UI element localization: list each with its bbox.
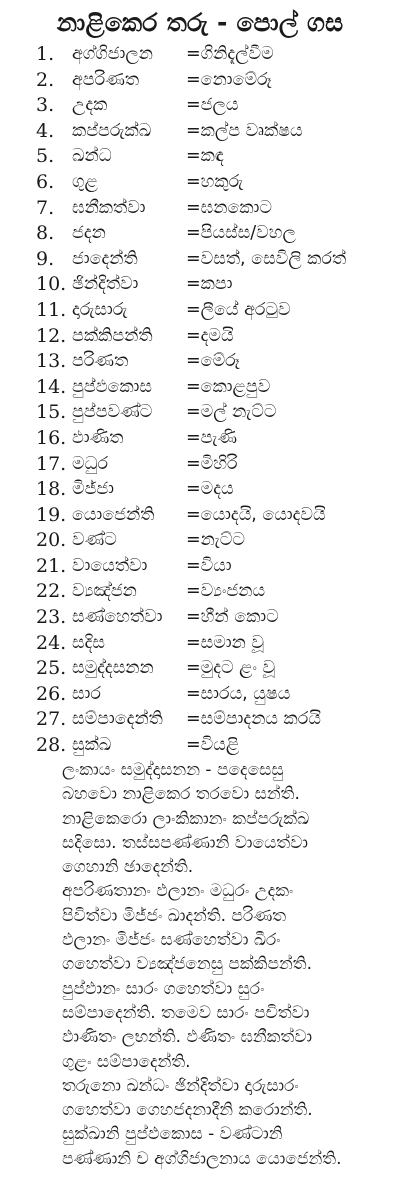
pali-word: අපරිණත — [72, 69, 140, 90]
sinhala-meaning: =කපා — [186, 274, 233, 295]
vocabulary-number: 11. — [36, 298, 67, 321]
passage-line: අපරිණතානං ඵලානං මධුරං උදකං — [62, 881, 294, 902]
sinhala-meaning: =ඝනකොට — [186, 197, 272, 218]
vocabulary-item — [0, 707, 400, 733]
sinhala-meaning: =වියළි — [186, 735, 240, 756]
passage-line: පුප්ඵානං සාරං ගහෙත්වා සුරං — [62, 978, 265, 999]
passage-line: ඵලානං මිජ්ජං සණ්හෙත්වා ඛීරං — [62, 930, 281, 951]
vocabulary-item — [0, 605, 400, 631]
sinhala-meaning: =දමයි — [186, 325, 234, 346]
vocabulary-number: 13. — [36, 350, 67, 373]
passage-line: ගහෙත්වා ව්‍යඤ්ජනෙසු පක්කිපන්ති. — [62, 954, 312, 975]
vocabulary-item — [0, 452, 400, 478]
vocabulary-item — [0, 400, 400, 426]
pali-word: ව්‍යඤ්ජන — [72, 581, 137, 602]
sinhala-meaning: =නැට්ට — [186, 530, 245, 551]
passage-line: ලංකායං සමුද්දාසනන - පදෙසෙසු — [62, 760, 284, 780]
vocabulary-number: 26. — [36, 682, 67, 705]
passage-line: සුක්ඛානි පුප්ඵකොස - වණ්ටානි — [62, 1124, 283, 1145]
pali-word: දාරුසාරු — [72, 299, 128, 320]
pali-word: යොජෙන්ති — [72, 504, 155, 525]
vocabulary-item — [0, 477, 400, 503]
passage-line: ගුළං සම්පාදෙන්ති. — [62, 1051, 191, 1072]
passage-line: බහවො නාළිකෙර තරවො සන්ති. — [62, 784, 300, 805]
pali-word: උදක — [72, 95, 108, 116]
pali-word: සණ්හෙත්වා — [72, 607, 163, 628]
vocabulary-list — [0, 42, 400, 759]
sinhala-meaning: =ගිනිදැල්වීම — [186, 44, 274, 64]
sinhala-meaning: =හීන් කොට — [186, 607, 279, 628]
sinhala-meaning: =සමාන වූ — [186, 632, 264, 653]
pali-word: සාර — [72, 683, 101, 704]
pali-word: මිජ්ජා — [72, 479, 115, 500]
passage-line: නාළිකෙරො ලාංකිකානං කප්පරුක්ඛ — [62, 808, 310, 829]
vocabulary-number: 24. — [36, 631, 67, 654]
sinhala-meaning: =වසත්, සෙවිලි කරත් — [186, 248, 347, 269]
pali-word: සමුද්දසනන — [72, 658, 154, 679]
vocabulary-number: 6. — [36, 170, 55, 193]
vocabulary-item — [0, 528, 400, 554]
sinhala-meaning: =ලීයේ අරටුව — [186, 299, 291, 320]
passage-line: පණ්ණානි ච අග්ගිජාලනාය යොජෙන්ති. — [62, 1148, 342, 1169]
pali-word: ඝනීකත්වා — [72, 197, 146, 218]
vocabulary-item — [0, 375, 400, 401]
pali-word: මධුර — [72, 453, 109, 474]
vocabulary-item — [0, 631, 400, 657]
pali-word: වණ්ට — [72, 530, 117, 551]
vocabulary-number: 14. — [36, 375, 67, 398]
vocabulary-item — [0, 196, 400, 222]
sinhala-meaning: =ව්‍යංජනය — [186, 581, 266, 602]
vocabulary-item — [0, 221, 400, 247]
vocabulary-number: 4. — [36, 119, 55, 142]
sinhala-meaning: =ජලය — [186, 95, 239, 116]
vocabulary-number: 19. — [36, 503, 67, 526]
sinhala-meaning: =කල්ප වෘක්ෂය — [186, 120, 303, 141]
sinhala-meaning: =කොළපුව — [186, 376, 271, 397]
vocabulary-number: 17. — [36, 452, 67, 475]
pali-word: පක්කිපන්ති — [72, 325, 153, 346]
vocabulary-number: 28. — [36, 734, 67, 757]
vocabulary-item — [0, 503, 400, 529]
sinhala-meaning: =මල් නැට්ට — [186, 402, 277, 423]
passage-line: ගහෙත්වා ගෙහජදනාදීනි කරොන්ති. — [62, 1100, 313, 1121]
vocabulary-number: 21. — [36, 554, 67, 577]
vocabulary-item — [0, 144, 400, 170]
sinhala-meaning: =වියා — [186, 555, 232, 576]
vocabulary-number: 18. — [36, 478, 67, 501]
vocabulary-number: 15. — [36, 401, 67, 424]
sinhala-meaning: =සාරය, යුෂය — [186, 683, 291, 704]
pali-word: ගුළ — [72, 171, 98, 192]
passage-line: තරුනො ඛන්ධං ඡින්දිත්වා දාරුසාරං — [62, 1075, 299, 1096]
pali-word: සුක්ඛ — [72, 735, 112, 756]
vocabulary-number: 5. — [36, 145, 55, 168]
pali-word: කප්පරුක්ඛ — [72, 120, 152, 141]
pali-word: පුප්පවණ්ට — [72, 402, 153, 423]
vocabulary-number: 23. — [36, 606, 67, 629]
passage-line: ගෙහානි ඡාදෙන්ති. — [62, 857, 194, 878]
vocabulary-number: 20. — [36, 529, 67, 552]
pali-word: වායෙත්වා — [72, 555, 148, 576]
vocabulary-number: 2. — [36, 68, 55, 91]
passage-line: සම්පාදෙන්ති. තමෙව සාරං පචිත්වා — [62, 1002, 310, 1023]
vocabulary-number: 3. — [36, 94, 55, 117]
pali-word: ජාදෙන්ති — [72, 248, 138, 269]
vocabulary-number: 9. — [36, 247, 55, 270]
pali-word: අග්ගිජාලන — [72, 44, 153, 64]
vocabulary-item — [0, 68, 400, 94]
pali-word: ජදන — [72, 223, 106, 244]
sinhala-meaning: =හකුරු — [186, 171, 244, 192]
vocabulary-item — [0, 426, 400, 452]
pali-word: පරිණත — [72, 351, 129, 372]
vocabulary-number: 7. — [36, 196, 55, 219]
pali-word: සදිස — [72, 632, 105, 653]
vocabulary-number: 25. — [36, 657, 67, 680]
vocabulary-item — [0, 272, 400, 298]
sinhala-meaning: =සම්පාදනය කරයි — [186, 709, 321, 730]
pali-word: පුප්ඵකොස — [72, 376, 153, 397]
sinhala-meaning: =පියස්ස/වහල — [186, 223, 296, 244]
pali-word: ඡින්දිත්වා — [72, 274, 139, 295]
pali-word: සම්පාදෙන්ති — [72, 709, 163, 730]
sinhala-meaning: =නොමේරූ — [186, 69, 272, 90]
vocabulary-item — [0, 93, 400, 119]
vocabulary-item — [0, 170, 400, 196]
vocabulary-item — [0, 298, 400, 324]
passage-line: සදිසො. තස්සපණ්ණානි වායෙත්වා — [62, 832, 308, 853]
sinhala-meaning: =මුදට ළං වූ — [186, 658, 276, 679]
vocabulary-item — [0, 247, 400, 273]
pali-word: ඵාණිත — [72, 427, 124, 448]
passage-line: ඵාණිතං ලභන්ති. ඵණිතං ඝනීකත්වා — [62, 1027, 313, 1048]
sinhala-meaning: =මදය — [186, 479, 234, 500]
sinhala-meaning: =යොදයි, යොදවයි — [186, 504, 326, 525]
vocabulary-number: 12. — [36, 324, 67, 347]
page-title: නාළිකෙර තරු - පොල් ගස — [56, 8, 344, 37]
vocabulary-item — [0, 656, 400, 682]
vocabulary-item — [0, 119, 400, 145]
vocabulary-item — [0, 579, 400, 605]
vocabulary-item — [0, 682, 400, 708]
sinhala-meaning: =මිහිරි — [186, 453, 238, 474]
vocabulary-number: 8. — [36, 222, 55, 245]
vocabulary-item — [0, 42, 400, 68]
pali-word: ඛන්ධ — [72, 146, 112, 167]
vocabulary-item — [0, 349, 400, 375]
vocabulary-item — [0, 554, 400, 580]
vocabulary-number: 27. — [36, 708, 67, 731]
vocabulary-number: 1. — [36, 43, 55, 65]
sinhala-meaning: =කඳ — [186, 146, 224, 167]
vocabulary-number: 10. — [36, 273, 67, 296]
vocabulary-item — [0, 324, 400, 350]
passage — [62, 758, 392, 1171]
vocabulary-number: 16. — [36, 426, 67, 449]
sinhala-meaning: =මේරූ — [186, 351, 240, 372]
passage-line: පිවිත්වා මිජ්ජං ඛාදන්ති. පරිණත — [62, 905, 287, 926]
vocabulary-item — [0, 733, 400, 759]
vocabulary-number: 22. — [36, 580, 67, 603]
sinhala-meaning: =පැණි — [186, 427, 238, 448]
